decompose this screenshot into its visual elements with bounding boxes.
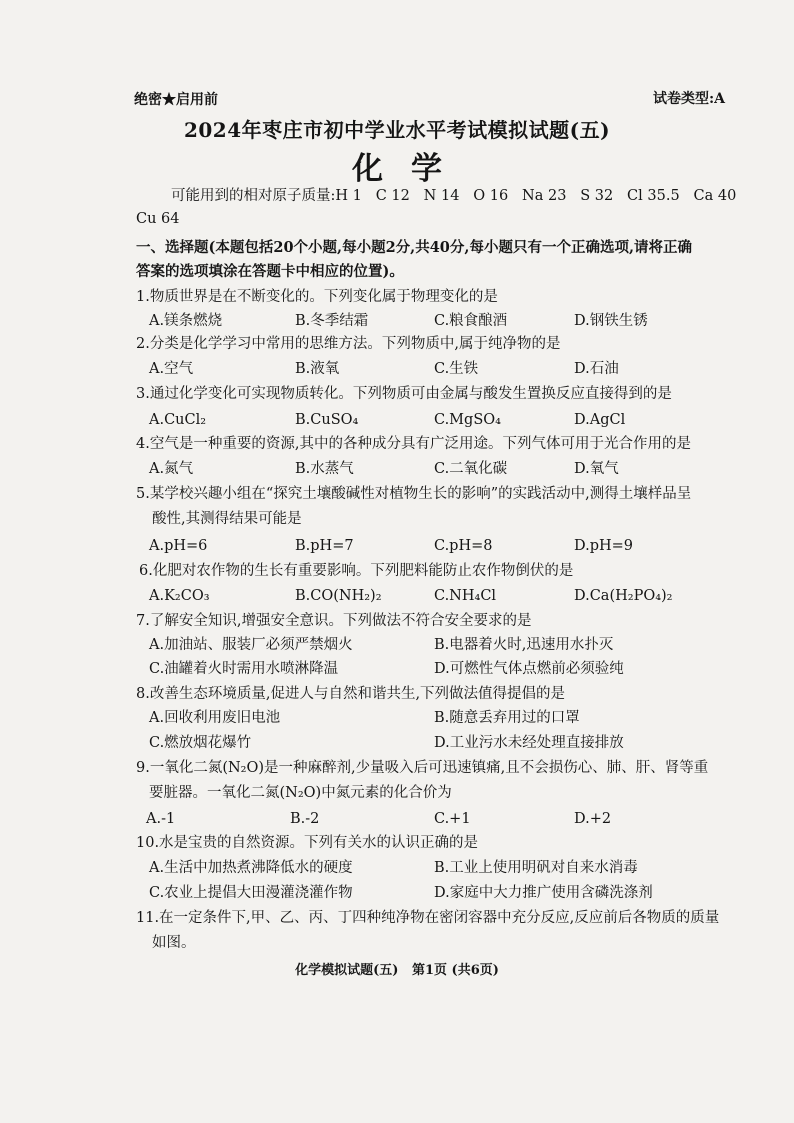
question-10-option-b: B.工业上使用明矾对自来水消毒 <box>434 860 638 876</box>
question-6-option-a: A.K₂CO₃ <box>149 588 210 604</box>
paper-type-label: 试卷类型:A <box>652 91 725 107</box>
question-6-option-c: C.NH₄Cl <box>434 588 497 604</box>
question-3-option-a: A.CuCl₂ <box>149 412 207 428</box>
section1-instructions-line2: 答案的选项填涂在答题卡中相应的位置)。 <box>136 263 404 280</box>
question-5-option-a: A.pH=6 <box>149 538 208 554</box>
question-4-option-a: A.氮气 <box>149 461 194 477</box>
question-3-option-b: B.CuSO₄ <box>295 412 359 428</box>
question-1-option-a: A.镁条燃烧 <box>149 313 223 329</box>
question-7-option-b: B.电器着火时,迅速用水扑灭 <box>434 637 614 653</box>
question-7-option-d: D.可燃性气体点燃前必须验纯 <box>434 661 624 677</box>
question-7-option-a: A.加油站、服装厂必须严禁烟火 <box>149 637 353 653</box>
atomic-masses-line2: Cu 64 <box>136 211 180 227</box>
page-footer: 化学模拟试题(五) 第1页 (共6页) <box>295 963 499 978</box>
question-6-stem: 6.化肥对农作物的生长有重要影响。下列肥料能防止农作物倒伏的是 <box>139 563 574 579</box>
confidential-label: 绝密★启用前 <box>134 92 218 108</box>
question-1-option-d: D.钢铁生锈 <box>574 313 648 329</box>
question-9-option-d: D.+2 <box>574 811 612 827</box>
question-5-option-c: C.pH=8 <box>434 538 493 554</box>
question-3-option-c: C.MgSO₄ <box>434 412 501 428</box>
question-1-stem: 1.物质世界是在不断变化的。下列变化属于物理变化的是 <box>136 289 498 305</box>
question-8-stem: 8.改善生态环境质量,促进人与自然和谐共生,下列做法值得提倡的是 <box>136 686 566 702</box>
question-2-option-a: A.空气 <box>149 361 194 377</box>
subject-title: 化学 <box>352 151 470 187</box>
section1-instructions-line1: 一、选择题(本题包括20个小题,每小题2分,共40分,每小题只有一个正确选项,请将正确 <box>136 239 692 256</box>
question-6-option-d: D.Ca(H₂PO₄)₂ <box>574 588 673 604</box>
question-4-option-d: D.氧气 <box>574 461 619 477</box>
question-11-stem: 11.在一定条件下,甲、乙、丙、丁四种纯净物在密闭容器中充分反应,反应前后各物质的质量 <box>136 910 720 926</box>
question-2-option-c: C.生铁 <box>434 361 479 377</box>
question-9-option-c: C.+1 <box>434 811 471 827</box>
question-10-option-c: C.农业上提倡大田漫灌浇灌作物 <box>149 885 353 901</box>
question-9-option-a: A.-1 <box>146 811 176 827</box>
question-1-option-c: C.粮食酿酒 <box>434 313 508 329</box>
question-7-option-c: C.油罐着火时需用水喷淋降温 <box>149 661 339 677</box>
question-2-option-b: B.液氧 <box>295 361 340 377</box>
question-10-option-a: A.生活中加热煮沸降低水的硬度 <box>149 860 353 876</box>
question-11-stem-cont: 如图。 <box>152 935 196 951</box>
question-1-option-b: B.冬季结霜 <box>295 313 369 329</box>
question-8-option-a: A.回收利用废旧电池 <box>149 710 281 726</box>
question-10-stem: 10.水是宝贵的自然资源。下列有关水的认识正确的是 <box>136 835 479 851</box>
question-8-option-b: B.随意丢弃用过的口罩 <box>434 710 580 726</box>
question-9-stem-cont: 要脏器。一氧化二氮(N₂O)中氮元素的化合价为 <box>149 785 452 801</box>
question-10-option-d: D.家庭中大力推广使用含磷洗涤剂 <box>434 885 653 901</box>
question-5-option-b: B.pH=7 <box>295 538 354 554</box>
question-8-option-d: D.工业污水未经处理直接排放 <box>434 735 624 751</box>
question-9-stem: 9.一氧化二氮(N₂O)是一种麻醉剂,少量吸入后可迅速镇痛,且不会损伤心、肺、肝、肾等重 <box>136 760 709 776</box>
question-2-stem: 2.分类是化学学习中常用的思维方法。下列物质中,属于纯净物的是 <box>136 336 561 352</box>
question-3-option-d: D.AgCl <box>574 412 626 428</box>
question-6-option-b: B.CO(NH₂)₂ <box>295 588 382 604</box>
exam-title: 2024年枣庄市初中学业水平考试模拟试题(五) <box>183 118 611 142</box>
question-4-stem: 4.空气是一种重要的资源,其中的各种成分具有广泛用途。下列气体可用于光合作用的是 <box>136 436 691 452</box>
question-4-option-c: C.二氧化碳 <box>434 461 508 477</box>
question-5-stem: 5.某学校兴趣小组在“探究土壤酸碱性对植物生长的影响”的实践活动中,测得土壤样品呈 <box>136 486 692 502</box>
question-7-stem: 7.了解安全知识,增强安全意识。下列做法不符合安全要求的是 <box>136 613 532 629</box>
question-9-option-b: B.-2 <box>290 811 320 827</box>
question-4-option-b: B.水蒸气 <box>295 461 354 477</box>
question-3-stem: 3.通过化学变化可实现物质转化。下列物质可由金属与酸发生置换反应直接得到的是 <box>136 386 672 402</box>
question-8-option-c: C.燃放烟花爆竹 <box>149 735 252 751</box>
atomic-masses-line1: 可能用到的相对原子质量:H 1 C 12 N 14 O 16 Na 23 S 32 Cl 35.5 Ca 40 <box>171 188 737 204</box>
question-5-stem-cont: 酸性,其测得结果可能是 <box>152 511 302 527</box>
question-5-option-d: D.pH=9 <box>574 538 634 554</box>
question-2-option-d: D.石油 <box>574 361 619 377</box>
